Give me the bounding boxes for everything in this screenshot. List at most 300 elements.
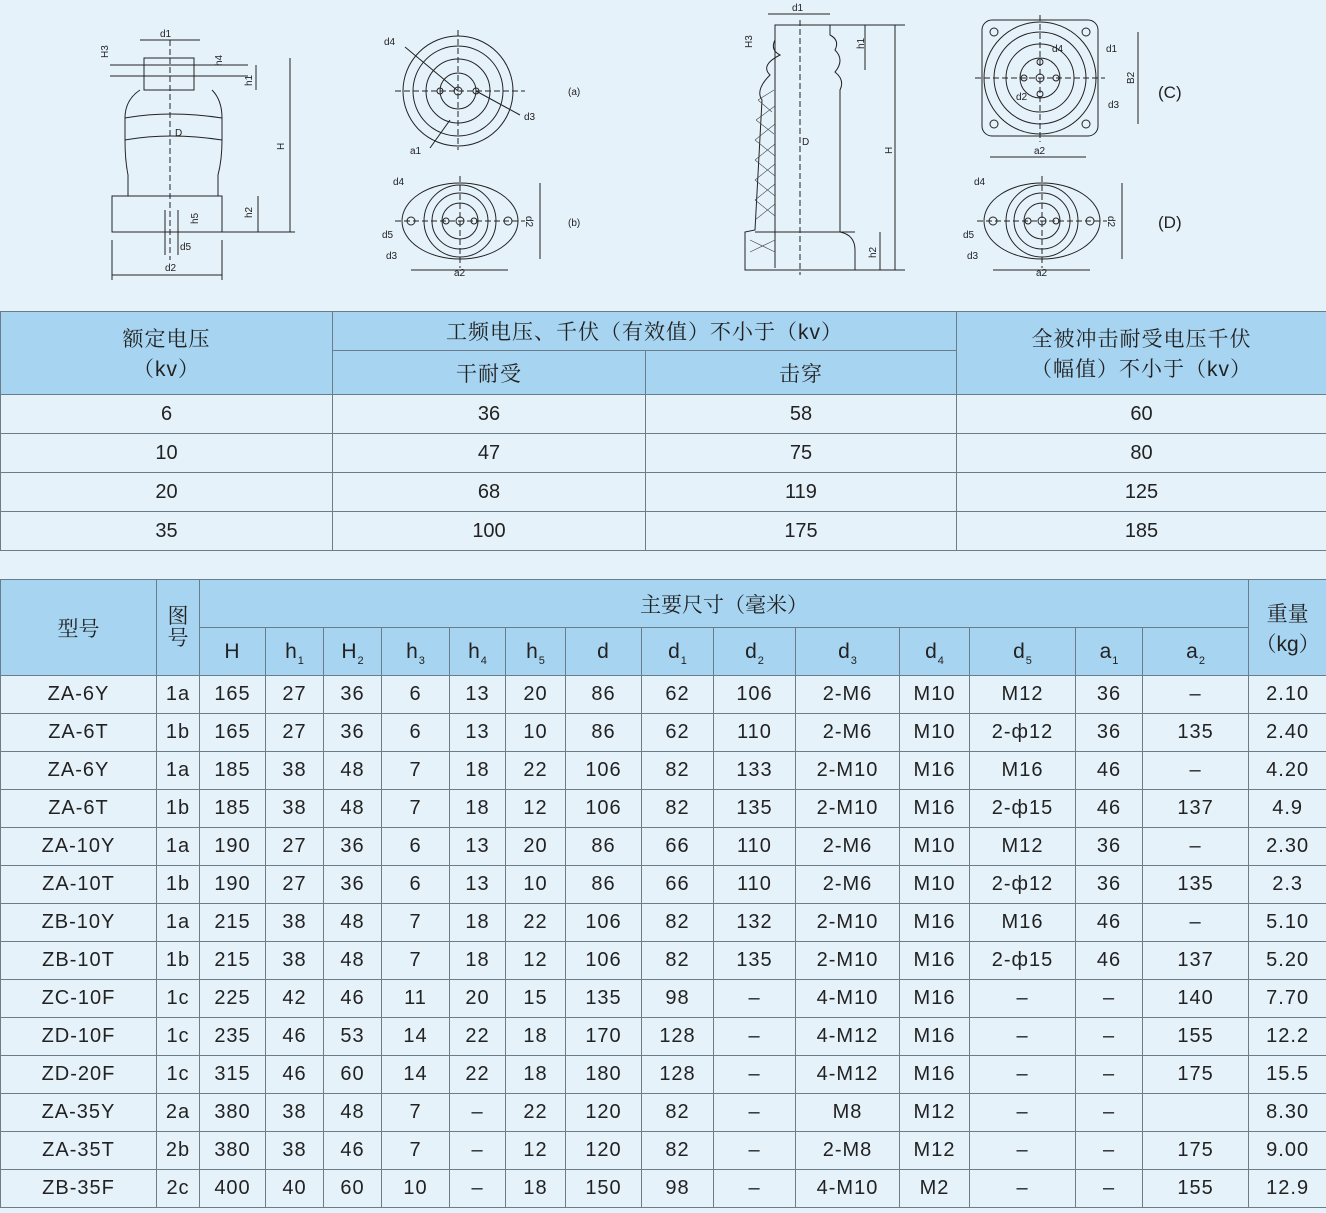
spec-cell: 18 [506,1056,566,1094]
spec-cell: – [970,1056,1076,1094]
spec-cell: 7 [382,942,450,980]
spec-cell: 4.9 [1249,790,1326,828]
spec-cell: 82 [642,942,714,980]
spec-cell: 4-M12 [796,1056,900,1094]
spec-cell: 315 [200,1056,266,1094]
spec-row [1,676,1326,714]
model-cell: ZB-35F [1,1170,157,1208]
lbl-fig2-H: H [884,146,895,154]
spec-cell: M16 [900,1018,970,1056]
spec-cell: – [714,1170,796,1208]
figure-no-line1: 图 [167,604,189,628]
spec-cell: 135 [1143,714,1249,752]
spec-cell: – [1076,1170,1143,1208]
impulse-header [957,312,1326,395]
spec-row [1,1170,1326,1208]
spec-cell: 120 [566,1132,642,1170]
spec-cell: 1a [157,904,200,942]
spec-cell: 27 [266,714,324,752]
dimension-column-header [200,628,266,676]
spec-row [1,1094,1326,1132]
lbl-figb-d3: d3 [386,251,398,262]
insulator-drawing-1 [110,40,295,280]
column-symbol: d [668,639,680,663]
spec-cell: 2-M10 [796,904,900,942]
spec-cell: 1c [157,1018,200,1056]
power-frequency-header: 工频电压、千伏（有效值）不小于（kv） [333,312,957,351]
spec-cell: 132 [714,904,796,942]
spec-cell: 13 [450,866,506,904]
spec-cell: 18 [450,752,506,790]
bottom-view-d [977,176,1122,270]
spec-cell: 46 [1076,942,1143,980]
spec-cell: 106 [714,676,796,714]
spec-cell: – [1143,904,1249,942]
spec-cell: M12 [900,1094,970,1132]
model-cell: ZD-10F [1,1018,157,1056]
spec-cell: 155 [1143,1018,1249,1056]
spec-cell: 46 [1076,790,1143,828]
spec-cell: 7 [382,1132,450,1170]
spec-cell: 1b [157,942,200,980]
spec-cell: 12 [506,1132,566,1170]
spec-cell: 1c [157,980,200,1018]
spec-cell: 6 [382,866,450,904]
spec-cell: 155 [1143,1170,1249,1208]
spec-cell: – [1143,828,1249,866]
spec-cell: 1b [157,790,200,828]
spec-cell: M16 [900,942,970,980]
column-subscript: 2 [1198,654,1205,667]
spec-cell: 40 [266,1170,324,1208]
model-cell: ZB-10Y [1,904,157,942]
spec-cell: 2-ф15 [970,790,1076,828]
spec-cell: 27 [266,676,324,714]
column-symbol: h [468,639,480,663]
hatch-pattern [750,90,775,252]
column-subscript: 5 [538,654,545,667]
spec-cell: 185 [200,752,266,790]
insulator-drawing-2 [745,14,905,275]
spec-cell: 10 [506,714,566,752]
model-cell: ZC-10F [1,980,157,1018]
lbl-fig1-h4: h4 [214,54,225,66]
column-symbol: a [1099,639,1112,663]
lbl-figc-tag: (C) [1158,83,1182,102]
voltage-cell: 35 [1,512,333,551]
column-subscript: 1 [680,654,687,667]
column-symbol: d [925,639,937,663]
spec-cell: 66 [642,828,714,866]
spec-row [1,1056,1326,1094]
spec-cell: – [450,1132,506,1170]
voltage-cell: 185 [957,512,1326,551]
column-subscript: 4 [937,654,944,667]
spec-cell: 82 [642,790,714,828]
lbl-figc-a2: a2 [1034,146,1046,157]
spec-cell: 190 [200,828,266,866]
lbl-fig1-h1: h1 [244,74,255,86]
spec-cell: 98 [642,980,714,1018]
spec-cell: 7 [382,1094,450,1132]
column-subscript: 2 [757,654,764,667]
spec-cell: 1b [157,714,200,752]
spec-cell: 15 [506,980,566,1018]
spec-cell: 110 [714,714,796,752]
voltage-header-row [1,312,1326,351]
spec-cell: 5.20 [1249,942,1326,980]
spec-cell: – [1143,676,1249,714]
spec-cell: 2-M10 [796,942,900,980]
dimension-column-header [642,628,714,676]
lbl-fig2-H3: H3 [744,35,755,48]
spec-cell: 38 [266,790,324,828]
spec-cell: 66 [642,866,714,904]
spec-cell: 82 [642,1094,714,1132]
technical-drawings [0,0,1326,310]
spec-cell: 2-M8 [796,1132,900,1170]
spec-cell: 86 [566,714,642,752]
spec-cell: 128 [642,1018,714,1056]
spec-cell: – [970,1018,1076,1056]
spec-cell: 6 [382,676,450,714]
spec-cell: 38 [266,752,324,790]
dimension-column-header [900,628,970,676]
spec-cell: 1b [157,866,200,904]
spec-cell: – [1076,980,1143,1018]
spec-cell: 46 [1076,752,1143,790]
spec-cell: 2.40 [1249,714,1326,752]
breakdown-header: 击穿 [646,351,957,395]
spec-cell: 135 [1143,866,1249,904]
spec-cell: M8 [796,1094,900,1132]
spec-cell: 106 [566,752,642,790]
spec-cell: 46 [324,1132,382,1170]
spec-cell: 150 [566,1170,642,1208]
impulse-line1: 全被冲击耐受电压千伏 [1031,328,1252,351]
weight-line1: 重量 [1266,602,1309,626]
spec-cell: 42 [266,980,324,1018]
spec-cell: 2-ф12 [970,714,1076,752]
dimension-columns-row [1,628,1326,676]
lbl-fig1-H: H [276,142,287,150]
spec-cell: 38 [266,1094,324,1132]
spec-cell: 106 [566,904,642,942]
column-symbol: h [285,639,297,663]
voltage-row [1,395,1326,434]
spec-cell: 110 [714,866,796,904]
column-symbol: d [745,639,757,663]
lbl-fig2-d1: d1 [792,3,804,14]
spec-cell: 1c [157,1056,200,1094]
spec-cell: 2c [157,1170,200,1208]
spec-cell: – [714,1056,796,1094]
spec-cell: 62 [642,676,714,714]
dimension-column-header [1076,628,1143,676]
spec-cell: 22 [450,1018,506,1056]
spec-cell: 82 [642,752,714,790]
dimension-column-header [796,628,900,676]
impulse-line2: （幅值）不小于（kv） [1031,358,1252,381]
spec-cell: 22 [506,752,566,790]
dimension-column-header [324,628,382,676]
rated-voltage-line2: （kv） [133,358,200,381]
lbl-figc-d4: d4 [1052,44,1064,55]
spec-cell: 120 [566,1094,642,1132]
spec-cell: 235 [200,1018,266,1056]
spec-cell: 10 [506,866,566,904]
spec-cell: 38 [266,1132,324,1170]
spec-cell: 4.20 [1249,752,1326,790]
spec-cell: 7 [382,904,450,942]
spec-cell: 7 [382,752,450,790]
spec-row [1,1018,1326,1056]
model-cell: ZB-10T [1,942,157,980]
model-cell: ZA-10Y [1,828,157,866]
column-subscript: 3 [850,654,857,667]
spec-cell: 60 [324,1170,382,1208]
spec-cell: 106 [566,790,642,828]
voltage-cell: 47 [333,434,646,473]
spec-cell: 400 [200,1170,266,1208]
model-cell: ZA-35T [1,1132,157,1170]
weight-header [1249,580,1326,676]
spec-cell: 18 [506,1018,566,1056]
spec-cell: – [1076,1018,1143,1056]
spec-cell: 175 [1143,1132,1249,1170]
dimension-column-header [506,628,566,676]
spec-cell: 13 [450,828,506,866]
lbl-figc-d3: d3 [1108,100,1120,111]
lbl-fig1-h5: h5 [190,212,201,224]
lbl-fig1-h2: h2 [244,206,255,218]
spec-cell: 46 [266,1018,324,1056]
voltage-cell: 175 [646,512,957,551]
spec-cell: 1a [157,752,200,790]
spec-cell: 2-M6 [796,828,900,866]
spec-cell: M10 [900,676,970,714]
dimension-column-header [1143,628,1249,676]
model-cell: ZA-6T [1,790,157,828]
spec-cell: 27 [266,828,324,866]
voltage-cell: 125 [957,473,1326,512]
lbl-figa-a1: a1 [410,146,422,157]
spec-cell: 8.30 [1249,1094,1326,1132]
spec-cell: 36 [324,676,382,714]
spec-cell: 82 [642,1132,714,1170]
spec-cell: M10 [900,714,970,752]
column-subscript: 4 [480,654,487,667]
spec-cell: – [450,1094,506,1132]
column-symbol: h [526,639,538,663]
spec-cell: 225 [200,980,266,1018]
column-symbol: a [1186,639,1198,663]
spec-cell: 53 [324,1018,382,1056]
spec-cell: 46 [324,980,382,1018]
spec-cell: 7 [382,790,450,828]
voltage-row [1,473,1326,512]
spec-cell: M10 [900,828,970,866]
dimension-column-header [970,628,1076,676]
lbl-figd-d5: d5 [963,230,975,241]
lbl-fig2-h1: h1 [856,37,867,49]
voltage-table [0,311,1326,551]
lbl-figd-d3: d3 [967,251,979,262]
lbl-figb-d5: d5 [382,230,394,241]
spec-cell: M16 [970,904,1076,942]
spec-cell: – [1076,1056,1143,1094]
spec-cell: 2.3 [1249,866,1326,904]
spec-cell: 2-M6 [796,676,900,714]
lbl-figa-d3: d3 [524,112,536,123]
column-subscript: 3 [418,654,425,667]
spec-cell: M12 [970,828,1076,866]
spec-cell: M16 [970,752,1076,790]
spec-cell: – [450,1170,506,1208]
spec-row [1,980,1326,1018]
spec-cell: 20 [506,828,566,866]
dimension-column-header [266,628,324,676]
spec-cell: 2.10 [1249,676,1326,714]
spec-cell: 98 [642,1170,714,1208]
spec-cell: 128 [642,1056,714,1094]
spec-cell: 18 [506,1170,566,1208]
spec-cell: 165 [200,714,266,752]
dimension-column-header [714,628,796,676]
model-cell: ZA-6Y [1,752,157,790]
spec-cell: 38 [266,942,324,980]
spec-cell: 18 [450,942,506,980]
spec-cell: 2-M6 [796,866,900,904]
spec-cell: 4-M10 [796,1170,900,1208]
spec-cell: 7.70 [1249,980,1326,1018]
spec-cell: 12 [506,942,566,980]
spec-cell: 165 [200,676,266,714]
spec-cell: 6 [382,714,450,752]
spec-row [1,1132,1326,1170]
lbl-fig2-D: D [802,137,810,148]
spec-header-row [1,580,1326,628]
spec-cell: 1a [157,676,200,714]
spec-cell: 36 [324,714,382,752]
voltage-cell: 20 [1,473,333,512]
voltage-cell: 36 [333,395,646,434]
voltage-cell: 10 [1,434,333,473]
spec-cell: 215 [200,942,266,980]
model-cell: ZA-35Y [1,1094,157,1132]
lbl-figd-tag: (D) [1158,213,1182,232]
column-subscript: 2 [357,654,364,667]
rated-voltage-header [1,312,333,395]
spec-cell: 140 [1143,980,1249,1018]
spec-cell: 46 [1076,904,1143,942]
spec-cell: – [714,1132,796,1170]
lbl-figa-d4: d4 [384,37,396,48]
spec-cell: 215 [200,904,266,942]
spec-cell: 36 [1076,828,1143,866]
voltage-row [1,512,1326,551]
model-cell: ZA-10T [1,866,157,904]
spec-cell: M16 [900,790,970,828]
spec-cell: 36 [324,828,382,866]
spec-cell: M2 [900,1170,970,1208]
spec-cell: M16 [900,980,970,1018]
dry-withstand-header: 干耐受 [333,351,646,395]
lbl-figb-d2: d2 [523,216,534,228]
spec-table [0,579,1326,1208]
spec-row [1,828,1326,866]
lbl-figb-tag: (b) [568,218,581,229]
spec-cell: 137 [1143,942,1249,980]
model-cell: ZA-6T [1,714,157,752]
spec-cell: 170 [566,1018,642,1056]
spec-cell: 86 [566,676,642,714]
spec-cell [1143,1094,1249,1132]
spec-cell: 5.10 [1249,904,1326,942]
bottom-view-c [975,15,1138,157]
spec-cell: 27 [266,866,324,904]
spec-cell: 62 [642,714,714,752]
column-subscript: 5 [1025,654,1032,667]
lbl-figb-a2: a2 [454,268,466,279]
spec-cell: 60 [324,1056,382,1094]
model-header: 型号 [1,580,157,676]
spec-cell: – [970,1094,1076,1132]
spec-cell: 13 [450,714,506,752]
spec-cell: 106 [566,942,642,980]
spec-cell: 135 [566,980,642,1018]
spec-cell: M12 [900,1132,970,1170]
voltage-cell: 119 [646,473,957,512]
spec-cell: 36 [324,866,382,904]
spec-cell: – [714,1018,796,1056]
voltage-cell: 60 [957,395,1326,434]
bottom-view-a [395,30,525,150]
main-dimensions-header: 主要尺寸（毫米） [200,580,1249,628]
spec-cell: 48 [324,904,382,942]
spec-row [1,942,1326,980]
spec-cell: 48 [324,790,382,828]
spec-row [1,752,1326,790]
spec-cell: 18 [450,790,506,828]
spec-row [1,714,1326,752]
lbl-fig1-D: D [175,128,183,139]
spec-cell: 12.9 [1249,1170,1326,1208]
spec-cell: 86 [566,828,642,866]
spec-cell: 380 [200,1094,266,1132]
spec-cell: 180 [566,1056,642,1094]
spec-cell: 9.00 [1249,1132,1326,1170]
column-symbol: H [341,639,357,663]
lbl-figa-tag: (a) [568,87,581,98]
spec-cell: 36 [1076,866,1143,904]
model-cell: ZD-20F [1,1056,157,1094]
spec-cell: 22 [506,1094,566,1132]
lbl-fig1-d5: d5 [180,242,192,253]
spec-cell: 14 [382,1056,450,1094]
spec-cell: 13 [450,676,506,714]
spec-cell: 2-M10 [796,790,900,828]
spec-cell: 36 [1076,714,1143,752]
spec-cell: 175 [1143,1056,1249,1094]
spec-cell: 2.30 [1249,828,1326,866]
lbl-fig1-d2: d2 [165,263,177,274]
spec-cell: M12 [970,676,1076,714]
dimension-column-header [566,628,642,676]
spec-cell: 48 [324,752,382,790]
spec-cell: – [970,1170,1076,1208]
dimension-column-header [382,628,450,676]
